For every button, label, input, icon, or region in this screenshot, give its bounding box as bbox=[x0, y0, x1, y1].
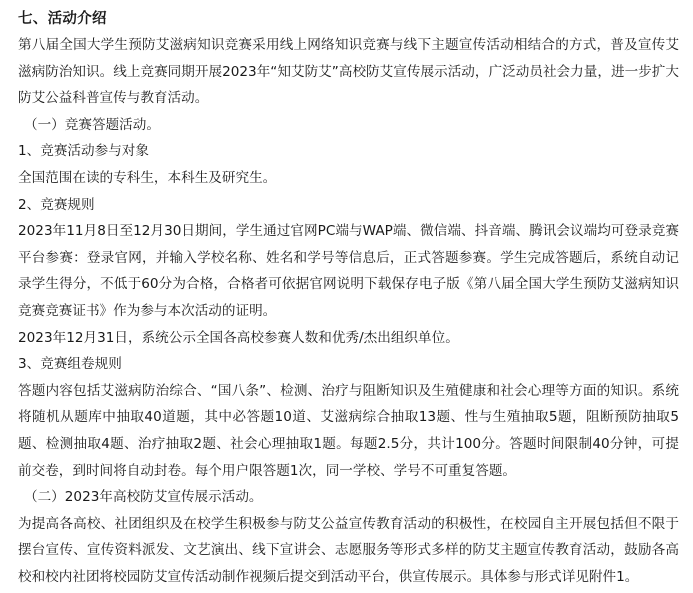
announcement-paragraph: 2023年12月31日，系统公示全国各高校参赛人数和优秀/杰出组织单位。 bbox=[18, 329, 459, 346]
item-heading-paper-rules: 3、竞赛组卷规则 bbox=[18, 356, 122, 373]
item-heading-participants: 1、竞赛活动参与对象 bbox=[18, 143, 149, 160]
intro-paragraph: 第八届全国大学生预防艾滋病知识竞赛采用线上网络知识竞赛与线下主题宣传活动相结合的方式，普及宣传艾滋病防治知识。线上竞赛同期开展2023年“知艾防艾”高校防艾宣传展示活动，广泛动员社会力量，进一步扩大防艾公益科普宣传与教育活动。 bbox=[18, 37, 679, 107]
showcase-paragraph: 为提高各高校、社团组织及在校学生积极参与防艾公益宣传教育活动的积极性，在校园自主开展包括但不限于摆台宣传、宣传资料派发、文艺演出、线下宣讲会、志愿服务等形式多样的防艾主题宣传教育活动，鼓励各高校和校内社团将校园防艾宣传活动制作视频后提交到活动平台，供宣传展示。具体参与形式详见附件1。 bbox=[18, 515, 679, 585]
paper-rules-paragraph: 答题内容包括艾滋病防治综合、“国八条”、检测、治疗与阻断知识及生殖健康和社会心理等方面的知识。系统将随机从题库中抽取40道题，其中必答题10道、艾滋病综合抽取13题、性与生殖抽取5题，阻断预防抽取5题、检测抽取4题、治疗抽取2题、社会心理抽取1题。每题2.5分，共计100分。答题时间限制40分钟，可提前交卷，到时间将自动封卷。每个用户限答题1次，同一学校、学号不可重复答题。 bbox=[18, 382, 679, 479]
subsection-heading-quiz: （一）竞赛答题活动。 bbox=[24, 116, 160, 133]
subsection-heading-showcase: （二）2023年高校防艾宣传展示活动。 bbox=[24, 489, 263, 506]
participants-paragraph: 全国范围在读的专科生，本科生及研究生。 bbox=[18, 169, 277, 186]
rules-paragraph: 2023年11月8日至12月30日期间，学生通过官网PC端与WAP端、微信端、抖音端、腾讯会议端均可登录竞赛平台参赛：登录官网，并输入学校名称、姓名和学号等信息后，正式答题参赛。学生完成答题后，系统自动记录学生得分，不低于60分为合格，合格者可依据官网说明下载保存电子版《第八届全国大学生预防艾滋病知识竞赛竞赛证书》作为参与本次活动的证明。 bbox=[18, 223, 679, 319]
item-heading-rules: 2、竞赛规则 bbox=[18, 196, 95, 213]
section-title: 七、活动介绍 bbox=[18, 11, 107, 27]
